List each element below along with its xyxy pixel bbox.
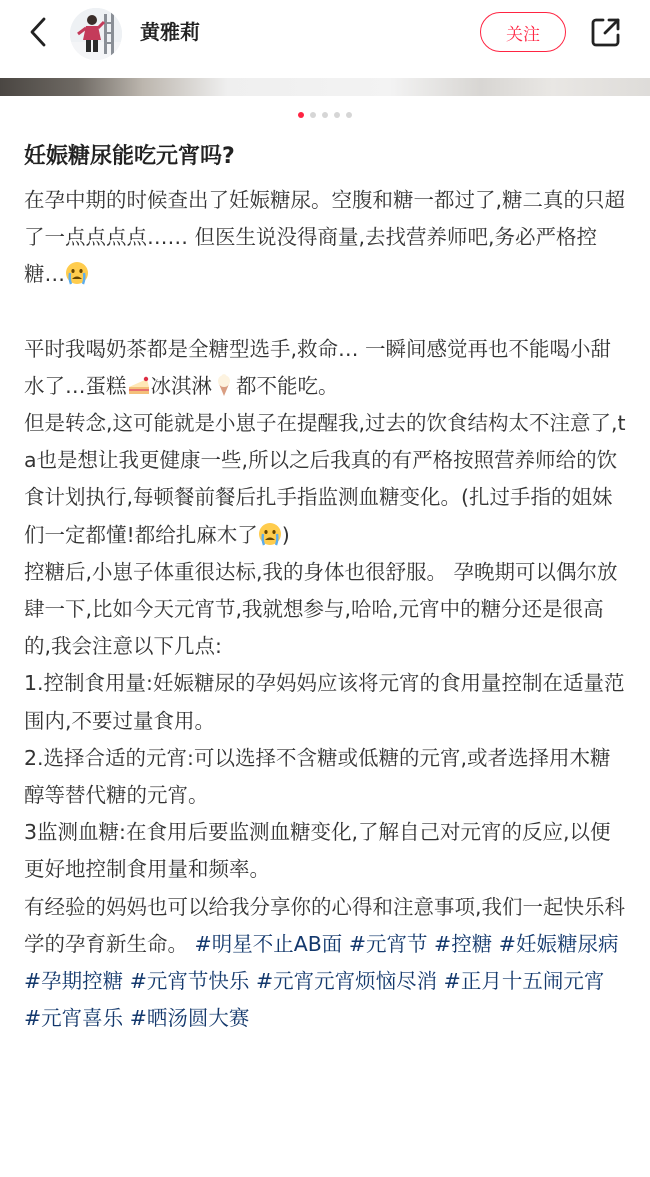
- post-paragraph: [24, 405, 628, 554]
- carousel-dot[interactable]: [334, 112, 340, 118]
- share-button[interactable]: [588, 14, 624, 50]
- post-paragraph: [24, 182, 628, 294]
- back-button[interactable]: [22, 14, 54, 50]
- carousel-dot[interactable]: [322, 112, 328, 118]
- post-content: [24, 138, 628, 1037]
- ice-cream-icon: [212, 373, 236, 397]
- post-list-item: 1.控制食用量:妊娠糖尿的孕妈妈应该将元宵的食用量控制在适量范围内,不要过量食用。: [24, 671, 625, 733]
- crying-face-icon: [258, 522, 282, 546]
- cake-icon: [127, 373, 151, 397]
- chevron-left-icon: [28, 16, 48, 48]
- hashtag-link[interactable]: #明星不止AB面: [194, 931, 343, 956]
- crying-face-icon: [65, 261, 89, 285]
- post-text: 在孕中期的时候查出了妊娠糖尿。空腹和糖一都过了,糖二真的只超了一点点点点…… 但医生说没得商量,去找营养师吧,务必严格控糖…: [24, 188, 626, 287]
- post-closing-with-tags: [24, 889, 628, 1038]
- carousel-dot-active[interactable]: [298, 112, 304, 118]
- post-text: ): [281, 522, 290, 547]
- top-bar: [0, 0, 650, 78]
- post-text: 平时我喝奶茶都是全糖型选手,救命… 一瞬间感觉再也不能喝小甜水了…蛋糕: [24, 336, 612, 398]
- post-list-item: 2.选择合适的元宵:可以选择不含糖或低糖的元宵,或者选择用木糖醇等替代糖的元宵。: [24, 745, 611, 808]
- hashtag-link[interactable]: #正月十五闹元宵: [443, 969, 605, 994]
- author-avatar[interactable]: [70, 8, 122, 60]
- carousel-dot[interactable]: [310, 112, 316, 118]
- hashtag-link[interactable]: #妊娠糖尿病: [498, 931, 619, 956]
- paragraph-spacer: [24, 294, 628, 331]
- hashtag-link[interactable]: #元宵喜乐: [24, 1006, 124, 1031]
- follow-button[interactable]: 关注: [480, 12, 566, 52]
- post-text: 都不能吃。: [236, 373, 339, 398]
- post-paragraph: [24, 331, 628, 405]
- post-list-item: 3监测血糖:在食用后要监测血糖变化,了解自己对元宵的反应,以便更好地控制食用量和频率。: [24, 820, 611, 882]
- post-paragraph: 控糖后,小崽子体重很达标,我的身体也很舒服。 孕晚期可以偶尔放肆一下,比如今天元宵节,我就想参与,哈哈,元宵中的糖分还是很高的,我会注意以下几点:: [24, 559, 618, 659]
- post-text: 冰淇淋: [150, 373, 212, 398]
- hashtag-link[interactable]: #控糖: [434, 931, 493, 956]
- carousel-dot[interactable]: [346, 112, 352, 118]
- post-title: 妊娠糖尿能吃元宵吗?: [24, 144, 235, 169]
- hashtag-link[interactable]: #元宵节快乐: [129, 969, 250, 994]
- hashtag-link[interactable]: #元宵节: [348, 931, 428, 956]
- post-image-carousel[interactable]: [0, 78, 650, 96]
- post-text: 有经验的妈妈也可以给我分享你的心得和注意事项,我们一起快乐科学的孕育新生命。: [24, 894, 626, 956]
- hashtag-link[interactable]: #孕期控糖: [24, 969, 124, 994]
- carousel-indicator: [0, 110, 650, 120]
- hashtag-link[interactable]: #元宵元宵烦恼尽消: [255, 969, 438, 994]
- hashtag-link[interactable]: #晒汤圆大赛: [129, 1006, 250, 1031]
- post-text: 但是转念,这可能就是小崽子在提醒我,过去的饮食结构太不注意了,ta也是想让我更健康一些,所以之后我真的有严格按照营养师给的饮食计划执行,每顿餐前餐后扎手指监测血糖变化。(扎过手指的姐妹们一定都懂!都给扎麻木了: [24, 411, 626, 547]
- author-name[interactable]: 黄雅莉: [140, 20, 200, 44]
- avatar-image: [70, 8, 122, 60]
- share-out-icon: [589, 15, 623, 49]
